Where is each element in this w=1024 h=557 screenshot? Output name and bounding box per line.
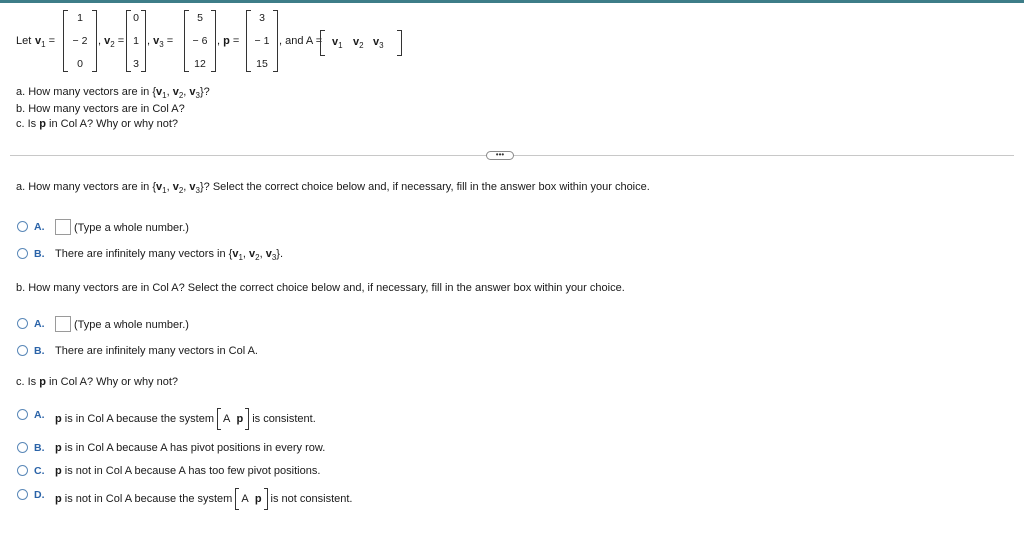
p-entry-1: 3: [259, 12, 265, 24]
question-c: c. Is p in Col A? Why or why not?: [16, 118, 179, 130]
part-a-choice-b-text: There are infinitely many vectors in {$v_1$, $v_2$, $v_3$}.: [55, 248, 284, 262]
part-c-prompt: c. Is p in Col A? Why or why not?: [16, 376, 179, 388]
part-c-choice-d-radio[interactable]: [17, 489, 28, 500]
p-label: , p =: [217, 35, 240, 47]
p-entry-3: 15: [256, 58, 268, 70]
let-label: Let: [16, 35, 32, 47]
part-a-choice-b-letter: B.: [34, 248, 45, 260]
part-a-answer-input[interactable]: [55, 219, 71, 235]
expand-more-button[interactable]: •••: [486, 151, 514, 160]
part-b-choice-b-letter: B.: [34, 345, 45, 357]
part-a-prompt: a. How many vectors are in {$v_1$, $v_2$, $v_3$}? Select the correct choice below and, if necessary, fill in the answer box within your choice.: [16, 181, 650, 195]
vector-v3: [184, 10, 216, 72]
augmented-matrix-a: A p: [217, 408, 249, 430]
v1-entry-1: 1: [77, 12, 83, 24]
part-c-choice-a-letter: A.: [34, 409, 45, 421]
part-b-choice-a-text: (Type a whole number.): [74, 319, 189, 331]
part-c-choice-c-radio[interactable]: [17, 465, 28, 476]
v2-entry-3: 3: [133, 58, 139, 70]
top-accent-bar: [0, 0, 1024, 3]
part-c-choice-b-text: p is in Col A because A has pivot positions in every row.: [55, 442, 326, 454]
v2-label: , $v_2$ =: [98, 35, 125, 49]
v1-entry-2: − 2: [72, 35, 88, 47]
part-b-choice-a-radio[interactable]: [17, 318, 28, 329]
part-b-choice-b-text: There are infinitely many vectors in Col A.: [55, 345, 258, 357]
part-a-choice-b-radio[interactable]: [17, 248, 28, 259]
v3-label: , $v_3$ =: [147, 35, 174, 49]
matrix-a-col-2: $v_2$: [353, 36, 364, 50]
matrix-a: [320, 30, 402, 56]
part-a-choice-a-text: (Type a whole number.): [74, 222, 189, 234]
part-a-choice-a-letter: A.: [34, 221, 45, 233]
part-c-choice-a-radio[interactable]: [17, 409, 28, 420]
matrix-a-col-1: $v_1$: [332, 36, 343, 50]
vector-v2: [126, 10, 146, 72]
question-a: a. How many vectors are in {$v_1$, $v_2$, $v_3$}?: [16, 86, 210, 100]
and-a-label: , and A =: [279, 35, 323, 47]
matrix-a-col-3: $v_3$: [373, 36, 384, 50]
vector-v1: [63, 10, 97, 72]
part-b-choice-b-radio[interactable]: [17, 345, 28, 356]
v3-entry-1: 5: [197, 12, 203, 24]
augmented-matrix-d: A p: [235, 488, 267, 510]
part-c-choice-c-text: p is not in Col A because A has too few pivot positions.: [55, 465, 321, 477]
part-c-choice-d-text: p is not in Col A because the system A p is not consistent.: [55, 488, 352, 510]
part-b-choice-a-letter: A.: [34, 318, 45, 330]
part-c-choice-a-text: p is in Col A because the system A p is consistent.: [55, 408, 316, 430]
part-c-choice-d-letter: D.: [34, 489, 45, 501]
v1-label: $v_1$ =: [35, 35, 56, 49]
part-a-choice-a-radio[interactable]: [17, 221, 28, 232]
v2-entry-1: 0: [133, 12, 139, 24]
vector-p: [246, 10, 278, 72]
part-b-answer-input[interactable]: [55, 316, 71, 332]
question-b: b. How many vectors are in Col A?: [16, 103, 185, 115]
part-c-choice-b-letter: B.: [34, 442, 45, 454]
part-b-prompt: b. How many vectors are in Col A? Select the correct choice below and, if necessary, fill in the answer box within your choice.: [16, 282, 625, 294]
p-entry-2: − 1: [254, 35, 270, 47]
part-c-choice-c-letter: C.: [34, 465, 45, 477]
v2-entry-2: 1: [133, 35, 139, 47]
v3-entry-2: − 6: [192, 35, 208, 47]
v3-entry-3: 12: [194, 58, 206, 70]
v1-entry-3: 0: [77, 58, 83, 70]
part-c-choice-b-radio[interactable]: [17, 442, 28, 453]
